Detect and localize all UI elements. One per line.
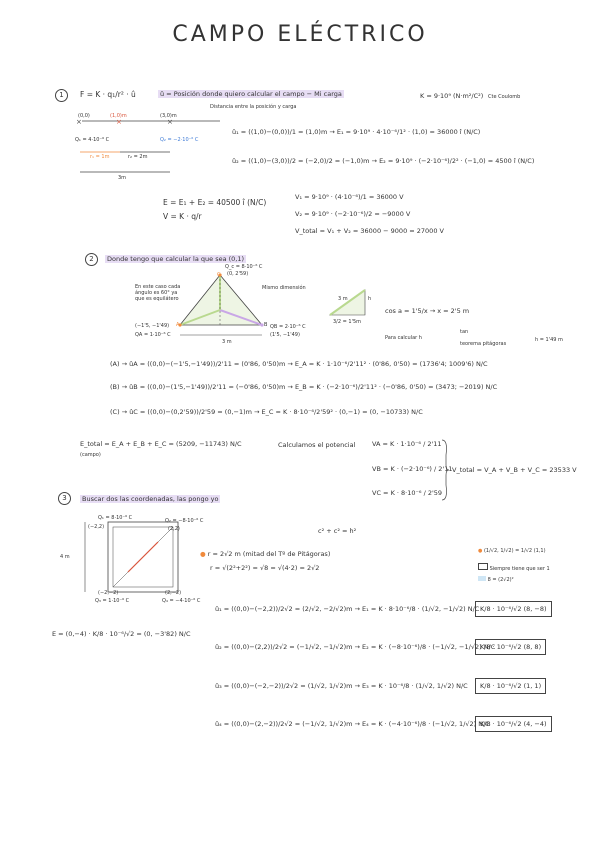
pythagoras-label: teorema pitágoras xyxy=(460,341,507,347)
distance-r1: r₁ = 1m xyxy=(90,154,110,160)
corner-3: (−2,−2) xyxy=(98,590,119,596)
right-triangle-base: 3/2 = 1'5m xyxy=(333,319,362,325)
legend-unit: ● (1/√2, 1/√2) = 1/√2 (1,1) xyxy=(478,548,546,554)
result-box-3: K/8 · 10⁻⁶/√2 (1, 1) xyxy=(475,678,546,694)
pythagoras-eq: c² + c² = h² xyxy=(318,527,357,535)
potential-heading: Calculamos el potencial xyxy=(278,441,356,449)
field-total: E = E₁ + E₂ = 40500 î (N/C) xyxy=(163,198,267,207)
distance-note: ● r = 2√2 m (mitad del Tº de Pitágoras) xyxy=(200,550,331,558)
cosine-calc: cos a = 1'5/x → x = 2'5 m xyxy=(385,307,470,315)
charge-q3-square: Q₃ = 1·10⁻⁶ C xyxy=(95,598,130,604)
height-calc-label: Para calcular h xyxy=(385,335,422,341)
charge-qc: Q_c = 8·10⁻⁶ C xyxy=(225,264,263,270)
equilateral-note: En este caso cada ángulo es 60° ya que es equilátero xyxy=(135,284,181,302)
field-total-3: E = (0,−4) · K/8 · 10⁻⁶/√2 = (0, −3'82) N/C xyxy=(52,630,191,638)
charge-q2-square: Q₂ = −8·10⁻⁶ C xyxy=(165,518,204,524)
section-2-heading: Donde tengo que calcular la que sea (0,1) xyxy=(107,255,245,263)
unit-vector-definition: û = Posición donde quiero calcular el campo − Mi carga xyxy=(160,90,342,98)
distance-r2: r₂ = 2m xyxy=(128,154,148,160)
corner-2: (2,2) xyxy=(168,526,180,532)
page-title: CAMPO ELÉCTRICO xyxy=(172,22,428,47)
field-u3: û₃ = ((0,0)−(−2,−2))/2√2 = (1/√2, 1/√2)m → E₃ = K · 10⁻⁶/8 · (1/√2, 1/√2) N/C xyxy=(215,682,468,690)
svg-text:×: × xyxy=(116,118,122,126)
section-number-1: 1 xyxy=(55,89,68,102)
potential-total-2: V_total = V_A + V_B + V_C = 23533 V xyxy=(452,466,577,474)
potential-c: VC = K · 8·10⁻⁶ / 2'59 xyxy=(372,489,443,497)
vertex-a-label: A xyxy=(176,322,180,328)
vertex-b-label: B xyxy=(264,322,268,328)
result-box-1: K/8 · 10⁻⁶/√2 (8, −8) xyxy=(475,601,552,617)
charge-qa: QA = 1·10⁻⁶ C xyxy=(135,332,171,338)
field-total-2: E_total = E_A + E_B + E_C = (5209, −11743) N/C xyxy=(80,440,242,448)
field-b: (B) → ûB = ((0,0)−(1'5,−1'49))/2'11 = (−0'86, 0'50)m → E_B = K · (−2·10⁻⁶)/2'11² · (−0'86, 0'50) = (3473; −2019) N/C xyxy=(110,383,498,391)
section-3-heading: Buscar dos las coordenadas, las pongo yo xyxy=(82,495,219,503)
charge-q1-square: Q₁ = 8·10⁻⁶ C xyxy=(98,515,133,521)
svg-text:×: × xyxy=(76,118,82,126)
point-a: (−1'5, −1'49) xyxy=(135,323,170,329)
potential-b: VB = K · (−2·10⁻⁶) / 2'11 xyxy=(372,465,453,473)
potential-formula: V = K · q/r xyxy=(163,212,202,221)
k-constant-name: Cte Coulomb xyxy=(488,94,521,100)
distance-calc: r = √(2²+2²) = √8 = √(4·2) = 2√2 xyxy=(210,564,320,572)
point-q2: (3,0)m xyxy=(160,113,177,119)
tan-label: tan xyxy=(460,329,469,335)
coulomb-formula: F = K · q₁/r² · û xyxy=(80,90,136,99)
field-c: (C) → ûC = ((0,0)−(0,2'59))/2'59 = (0,−1)m → E_C = K · 8·10⁻⁶/2'59² · (0,−1) = (0, −10733) N/C xyxy=(110,408,423,416)
field-u2: û₂ = ((0,0)−(2,2))/2√2 = (−1/√2, −1/√2)m → E₂ = K · (−8·10⁻⁶)/8 · (−1/√2, −1/√2) N/C xyxy=(215,643,496,651)
corner-1: (−2,2) xyxy=(88,524,105,530)
same-dimension-note: Mismo dimensión xyxy=(262,285,306,291)
brace xyxy=(440,440,450,500)
triangle-side: 3 m xyxy=(222,339,232,345)
legend-eight: 8 = (2√2)² xyxy=(478,576,514,583)
point-c: (0, 2'59) xyxy=(227,271,249,277)
unit-vector-2: û₂ = ((1,0)−(3,0))/2 = (−2,0)/2 = (−1,0)m → E₂ = 9·10⁹ · (−2·10⁻⁶)/2² · (−1,0) = 4500 î (N/C) xyxy=(232,157,535,165)
legend-always: Siempre tiene que ser 1 xyxy=(478,563,550,572)
potential-a: VA = K · 1·10⁻⁶ / 2'11 xyxy=(372,440,442,448)
square-side: 4 m xyxy=(60,554,70,560)
equilateral-triangle xyxy=(170,270,280,340)
potential-2: V₂ = 9·10⁹ · (−2·10⁻⁶)/2 = −9000 V xyxy=(295,210,411,218)
charge-q4-square: Q₄ = −4·10⁻⁶ C xyxy=(162,598,201,604)
result-box-4: K/8 · 10⁻⁶/√2 (4, −4) xyxy=(475,716,552,732)
k-constant: K = 9·10⁹ (N·m²/C²) xyxy=(420,92,484,100)
charge-q1: Q₁ = 4·10⁻⁶ C xyxy=(75,137,110,143)
point-b: (1'5, −1'49) xyxy=(270,332,300,338)
field-total-note: (campo) xyxy=(80,452,101,458)
potential-1: V₁ = 9·10⁹ · (4·10⁻⁶)/1 = 36000 V xyxy=(295,193,404,201)
distance-total: 3m xyxy=(118,175,127,181)
charge-q2: Q₂ = −2·10⁻⁶ C xyxy=(160,137,199,143)
charges-line-diagram xyxy=(70,110,230,190)
unit-vector-1: û₁ = ((1,0)−(0,0))/1 = (1,0)m → E₁ = 9·10⁹ · 4·10⁻⁶/1² · (1,0) = 36000 î (N/C) xyxy=(232,128,481,136)
corner-4: (2,−2) xyxy=(165,590,182,596)
point-origin: (0,0) xyxy=(78,113,90,119)
svg-text:×: × xyxy=(167,118,173,126)
potential-total: V_total = V₁ + V₂ = 36000 − 9000 = 27000 V xyxy=(295,227,444,235)
field-u4: û₄ = ((0,0)−(2,−2))/2√2 = (−1/√2, 1/√2)m → E₄ = K · (−4·10⁻⁶)/8 · (−1/√2, 1/√2) N/C xyxy=(215,720,490,728)
point-target: (1,0)m xyxy=(110,113,127,119)
charge-qb: QB = 2·10⁻⁶ C xyxy=(270,324,306,330)
result-box-2: K/8 · 10⁻⁶/√2 (8, 8) xyxy=(475,639,546,655)
right-triangle-height: h xyxy=(368,296,372,302)
height-value: h = 1'49 m xyxy=(535,337,563,343)
right-triangle-hyp: 3 m xyxy=(338,296,348,302)
field-u1: û₁ = ((0,0)−(−2,2))/2√2 = (2/√2, −2/√2)m → E₁ = K · 8·10⁻⁶/8 · (1/√2, −1/√2) N/C xyxy=(215,605,480,613)
section-number-3: 3 xyxy=(58,492,71,505)
vertex-c-label: C xyxy=(217,272,221,278)
unit-vector-subnote: Distancia entre la posición y carga xyxy=(210,104,297,110)
section-number-2: 2 xyxy=(85,253,98,266)
field-a: (A) → ûA = ((0,0)−(−1'5,−1'49))/2'11 = (0'86, 0'50)m → E_A = K · 1·10⁻⁶/2'11² · (0'86, 0'50) = (1736'4; 1009'6) N/C xyxy=(110,360,488,368)
